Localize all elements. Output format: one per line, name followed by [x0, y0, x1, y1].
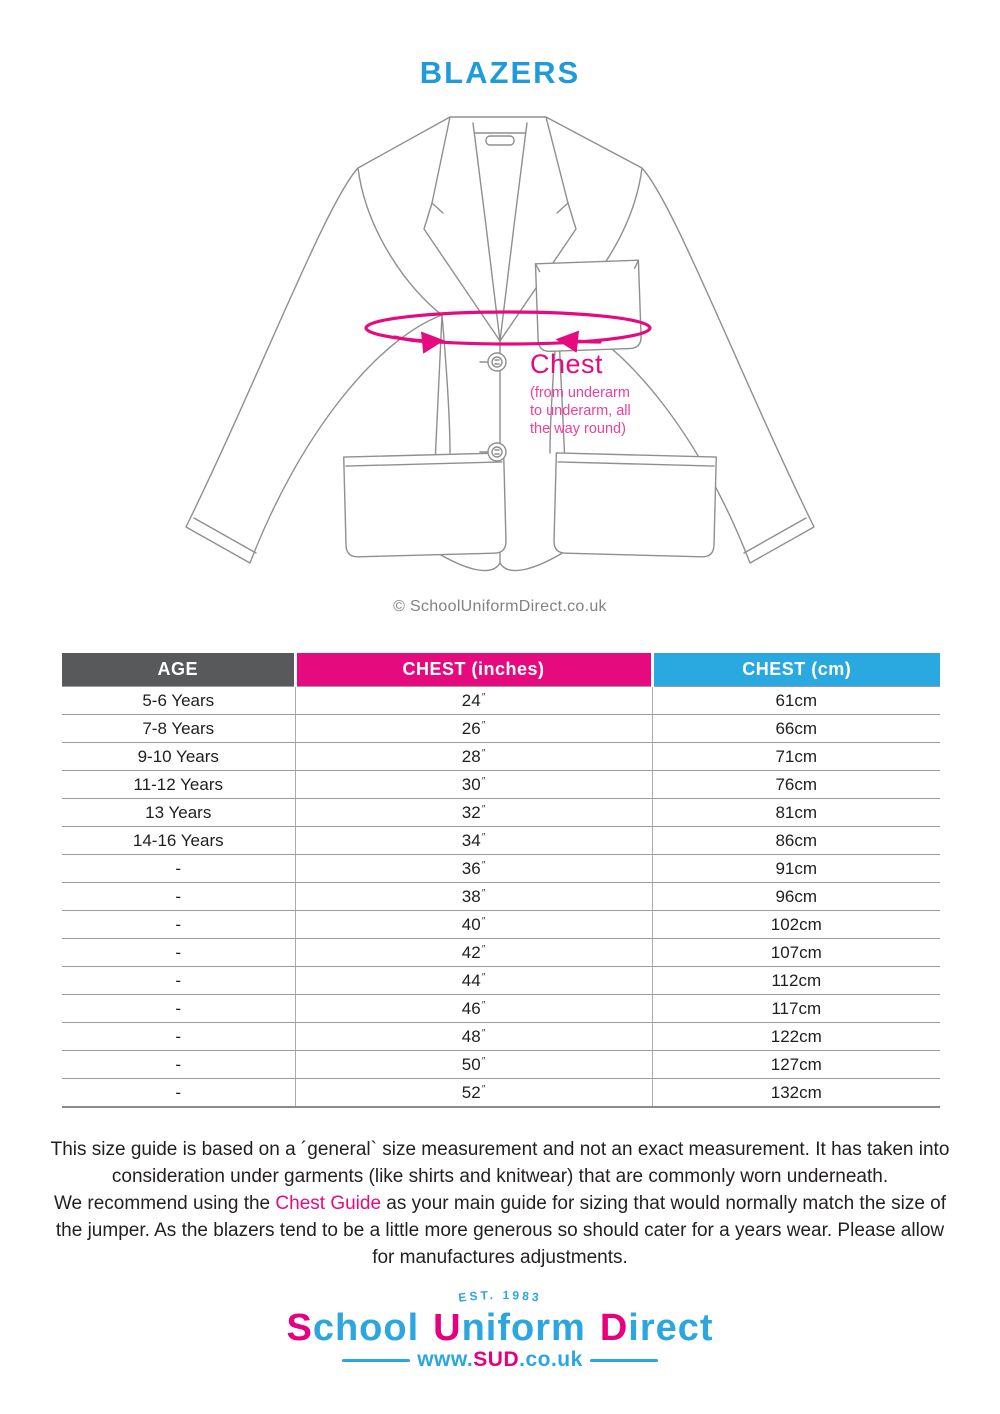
- age-cell: -: [62, 883, 295, 911]
- est-1983-text: EST. 1983: [457, 1287, 543, 1305]
- inch-mark: ″: [481, 831, 486, 843]
- inch-mark: ″: [481, 803, 486, 815]
- chest-inches-cell: 44″: [295, 967, 652, 995]
- table-row: [62, 799, 940, 827]
- chest-cm-cell: 71cm: [652, 743, 940, 771]
- table-row: [62, 1079, 940, 1108]
- inch-mark: ″: [481, 747, 486, 759]
- chest-cm-cell: 112cm: [652, 967, 940, 995]
- logo-word-irect: irect: [628, 1307, 714, 1349]
- disclaimer-paragraph-2-before: We recommend using the: [53, 1193, 276, 1214]
- inch-mark: ″: [481, 971, 486, 983]
- disclaimer-paragraph-2-after: as your main guide for sizing that would normally match the size of the jumper. As the blazers tend to be a little more generous so should cater for a years wear. Please allow for manufactures adjustments.: [55, 1193, 947, 1268]
- chest-inches-cell: 30″: [295, 771, 652, 799]
- chest-label: Chest: [530, 349, 604, 379]
- chest-inches-cell: 50″: [295, 1051, 652, 1079]
- table-row: [62, 827, 940, 855]
- dash-left: [342, 1359, 410, 1362]
- chest-inches-cell: 46″: [295, 995, 652, 1023]
- chest-cm-cell: 107cm: [652, 939, 940, 967]
- chest-cm-cell: 86cm: [652, 827, 940, 855]
- chest-cm-cell: 132cm: [652, 1079, 940, 1108]
- inch-mark: ″: [481, 943, 486, 955]
- chest-guide-link[interactable]: Chest Guide: [275, 1193, 382, 1214]
- disclaimer-paragraph-1: This size guide is based on a ´general` size measurement and not an exact measurement. It has taken into consideration under garments (like shirts and knitwear) that are commonly worn underneath.: [50, 1139, 950, 1187]
- age-cell: 7-8 Years: [62, 715, 295, 743]
- chest-caption-line: (from underarm: [530, 385, 630, 401]
- table-row: [62, 939, 940, 967]
- inch-mark: ″: [481, 1083, 486, 1095]
- age-cell: -: [62, 1051, 295, 1079]
- blazer-drawing: [170, 103, 830, 603]
- table-row: [62, 771, 940, 799]
- url-couk: .co.uk: [519, 1348, 583, 1371]
- inch-mark: ″: [481, 719, 486, 731]
- chest-cm-cell: 76cm: [652, 771, 940, 799]
- age-cell: -: [62, 1079, 295, 1108]
- age-cell: -: [62, 911, 295, 939]
- age-cell: 14-16 Years: [62, 827, 295, 855]
- logo-url: [0, 1348, 1000, 1372]
- chest-inches-cell: 42″: [295, 939, 652, 967]
- chest-cm-cell: 122cm: [652, 1023, 940, 1051]
- url-sud: SUD: [473, 1348, 520, 1371]
- table-row: [62, 1023, 940, 1051]
- inch-mark: ″: [481, 1055, 486, 1067]
- inch-mark: ″: [481, 999, 486, 1011]
- age-cell: -: [62, 855, 295, 883]
- chest-inches-cell: 24″: [295, 687, 652, 715]
- chest-cm-cell: 102cm: [652, 911, 940, 939]
- table-row: [62, 855, 940, 883]
- table-row: [62, 883, 940, 911]
- logo-letter-d: D: [599, 1307, 629, 1349]
- table-row: [62, 995, 940, 1023]
- chest-inches-cell: 28″: [295, 743, 652, 771]
- table-header-row: [62, 653, 940, 687]
- svg-text:EST. 1983: [458, 1288, 543, 1305]
- age-cell: -: [62, 939, 295, 967]
- right-pocket: [554, 453, 717, 557]
- inch-mark: ″: [481, 859, 486, 871]
- logo-wordmark: [0, 1308, 1000, 1348]
- table-row: [62, 911, 940, 939]
- chest-cm-cell: 91cm: [652, 855, 940, 883]
- logo-letter-u: U: [433, 1307, 462, 1349]
- table-row: [62, 1051, 940, 1079]
- table-row: [62, 715, 940, 743]
- left-pocket: [344, 453, 507, 557]
- chest-cm-cell: 96cm: [652, 883, 940, 911]
- chest-caption-line: to underarm, all: [530, 403, 631, 419]
- chest-inches-cell: 48″: [295, 1023, 652, 1051]
- dash-right: [590, 1359, 658, 1362]
- age-cell: 9-10 Years: [62, 743, 295, 771]
- age-cell: -: [62, 967, 295, 995]
- logo: [0, 1280, 1000, 1372]
- chest-cm-cell: 61cm: [652, 687, 940, 715]
- inch-mark: ″: [481, 1027, 486, 1039]
- table-row: [62, 687, 940, 715]
- chest-inches-cell: 32″: [295, 799, 652, 827]
- table-header-chest-inches: CHEST (inches): [295, 653, 652, 687]
- age-cell: 11-12 Years: [62, 771, 295, 799]
- chest-caption-line: the way round): [530, 421, 626, 437]
- table-header-chest-cm: CHEST (cm): [652, 653, 940, 687]
- chest-cm-cell: 81cm: [652, 799, 940, 827]
- copyright: © SchoolUniformDirect.co.uk: [393, 598, 607, 615]
- table-header-age: AGE: [62, 653, 295, 687]
- chest-inches-cell: 36″: [295, 855, 652, 883]
- table-row: [62, 743, 940, 771]
- page-title: BLAZERS: [419, 55, 581, 90]
- age-cell: 13 Years: [62, 799, 295, 827]
- age-cell: -: [62, 995, 295, 1023]
- chest-cm-cell: 117cm: [652, 995, 940, 1023]
- chest-inches-cell: 26″: [295, 715, 652, 743]
- chest-cm-cell: 66cm: [652, 715, 940, 743]
- disclaimer: [50, 1136, 950, 1271]
- url-www: www.: [417, 1348, 474, 1371]
- chest-inches-cell: 52″: [295, 1079, 652, 1108]
- logo-word-chool: chool: [312, 1307, 420, 1349]
- inch-mark: ″: [481, 887, 486, 899]
- chest-cm-cell: 127cm: [652, 1051, 940, 1079]
- chest-inches-cell: 40″: [295, 911, 652, 939]
- table-row: [62, 967, 940, 995]
- age-cell: 5-6 Years: [62, 687, 295, 715]
- inch-mark: ″: [481, 915, 486, 927]
- inch-mark: ″: [481, 775, 486, 787]
- logo-word-niform: niform: [461, 1307, 586, 1349]
- chest-inches-cell: 38″: [295, 883, 652, 911]
- size-table: [62, 653, 940, 1108]
- chest-inches-cell: 34″: [295, 827, 652, 855]
- age-cell: -: [62, 1023, 295, 1051]
- inch-mark: ″: [481, 691, 486, 703]
- logo-letter-s: S: [286, 1307, 313, 1349]
